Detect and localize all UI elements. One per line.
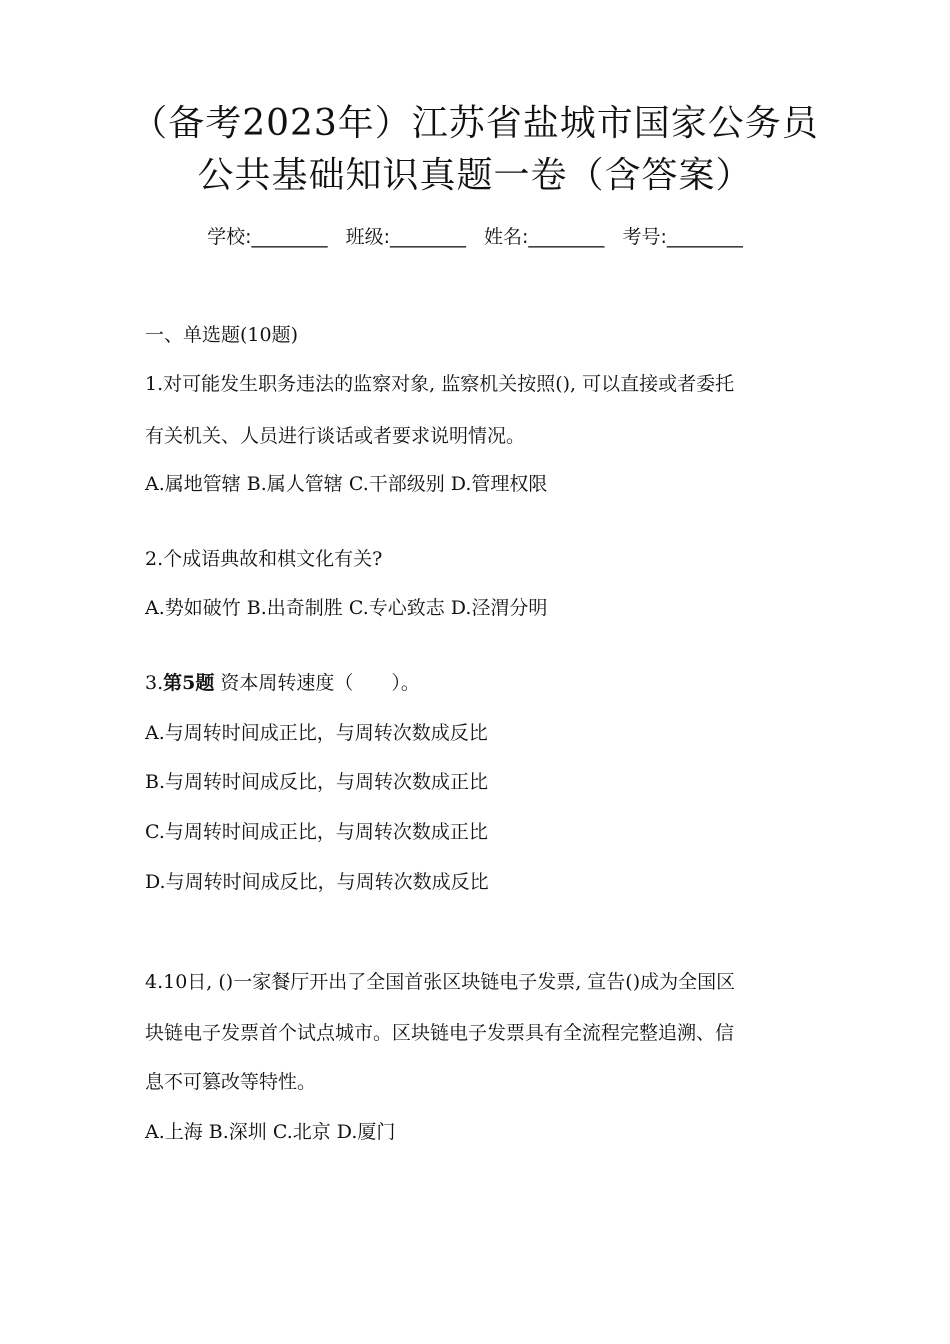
student-info-fields xyxy=(0,223,950,251)
question-3-option-c: C.与周转时间成正比，与周转次数成正比 xyxy=(145,821,488,843)
question-1-options: A.属地管辖 B.属人管辖 C.干部级别 D.管理权限 xyxy=(145,473,548,495)
question-4-stem-line-3: 息不可篡改等特性。 xyxy=(145,1071,317,1093)
question-3-bold-label: 第5题 xyxy=(163,672,215,694)
name-field: 姓名:________ xyxy=(484,226,605,248)
question-3-option-d: D.与周转时间成反比，与周转次数成反比 xyxy=(145,871,489,893)
question-4-stem-line-2: 块链电子发票首个试点城市。区块链电子发票具有全流程完整追溯、信 xyxy=(145,1022,735,1044)
exam-number-field: 考号:________ xyxy=(622,226,743,248)
school-field: 学校:________ xyxy=(207,226,328,248)
question-4-options: A.上海 B.深圳 C.北京 D.厦门 xyxy=(145,1121,396,1143)
question-2-stem: 2.个成语典故和棋文化有关? xyxy=(145,548,383,570)
question-2-options: A.势如破竹 B.出奇制胜 C.专心致志 D.泾渭分明 xyxy=(145,597,548,619)
question-4-stem-line-1: 4.10日, ()一家餐厅开出了全国首张区块链电子发票, 宣告()成为全国区 xyxy=(145,971,736,993)
document-title-line-1: （备考2023年）江苏省盐城市国家公务员 xyxy=(131,103,819,144)
question-1-stem-line-1: 1.对可能发生职务违法的监察对象, 监察机关按照(), 可以直接或者委托 xyxy=(145,373,735,395)
document-title-line-2: 公共基础知识真题一卷（含答案） xyxy=(197,155,753,196)
question-3-stem xyxy=(145,669,815,697)
question-3-option-b: B.与周转时间成反比，与周转次数成正比 xyxy=(145,771,489,793)
question-3-number: 3. xyxy=(145,672,164,694)
question-3-stem-text: 资本周转速度（ ）。 xyxy=(214,672,420,694)
class-field: 班级:________ xyxy=(345,226,466,248)
question-1-stem-line-2: 有关机关、人员进行谈话或者要求说明情况。 xyxy=(145,425,526,447)
section-heading: 一、单选题(10题) xyxy=(145,324,299,346)
question-3-option-a: A.与周转时间成正比，与周转次数成反比 xyxy=(145,722,488,744)
